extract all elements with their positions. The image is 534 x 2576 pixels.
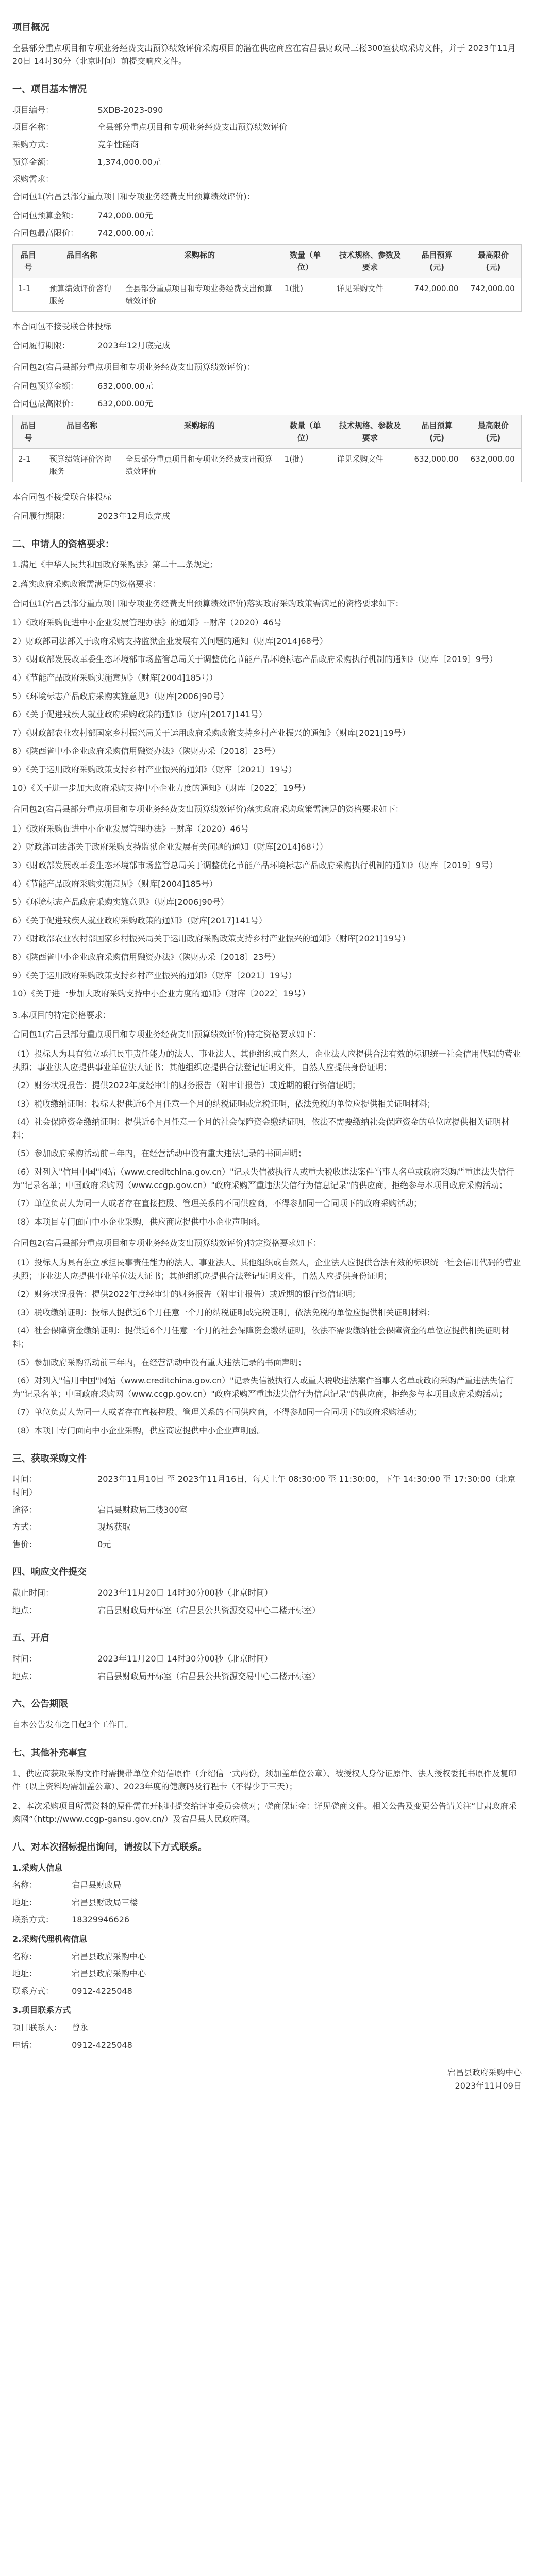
lot1-th-max: 最高限价(元) <box>465 244 521 278</box>
list-item: 3）《财政部发展改革委生态环境部市场监管总局关于调整优化节能产品环境标志产品政府采购执行机制的通知》（财库〔2019〕9号） <box>12 654 498 665</box>
method-label: 采购方式： <box>12 139 54 149</box>
opening-time-row <box>12 1652 522 1666</box>
obtain-place-value: 宕昌县财政局三楼300室 <box>97 1504 188 1515</box>
agency-name-row <box>12 1950 522 1963</box>
lot2-th-item-no: 品目号 <box>13 415 44 448</box>
obtain-time-row <box>12 1472 522 1499</box>
lot2-cell-qty: 1(批) <box>279 448 331 482</box>
req-1: 1.满足《中华人民共和国政府采购法》第二十二条规定; <box>12 560 213 570</box>
req-2-title: 2.落实政府采购政策需满足的资格要求： <box>12 579 161 589</box>
project-name-value: 全县部分重点项目和专项业务经费支出预算绩效评价 <box>97 122 288 132</box>
lot1-block <box>12 190 522 352</box>
specific-list-lot1 <box>12 1047 522 1229</box>
list-item: （4）社会保障资金缴纳证明：提供近6个月任意一个月的社会保障资金缴纳证明，依法不需要缴纳社会保障资金的单位应提供相关证明材料； <box>12 1326 510 1349</box>
buyer-title: 1.采购人信息 <box>12 1862 63 1873</box>
agency-phone-row <box>12 1985 522 1998</box>
lot2-cell-target: 全县部分重点项目和专项业务经费支出预算绩效评价 <box>120 448 279 482</box>
lot1-max-row <box>12 227 522 240</box>
lot1-cell-target: 全县部分重点项目和专项业务经费支出预算绩效评价 <box>120 278 279 311</box>
lot2-budget-value: 632,000.00元 <box>97 381 153 392</box>
list-item: （6）对列入"信用中国"网站（www.creditchina.gov.cn）"记录失信被执行人或重大税收违法案件当事人名单或政府采购严重违法失信行为"记录名单；中国政府采购网（www.ccgp.gov.cn）"政府采购严重违法失信行为信息记录"的供应商，拒绝参与本项目政府采购活动； <box>12 1167 514 1190</box>
lot1-cell-item-name: 预算绩效评价咨询服务 <box>44 278 120 311</box>
list-item: （2）财务状况报告：提供2022年度经审计的财务报告（附审计报告）或近期的银行资信证明； <box>12 1080 360 1091</box>
submit-deadline-value: 2023年11月20日 14时30分00秒（北京时间） <box>97 1588 273 1598</box>
list-item: 6）《关于促进残疾人就业政府采购政策的通知》（财库[2017]141号） <box>12 915 267 925</box>
req-3-lot1-intro: 合同包1(宕昌县部分重点项目和专项业务经费支出预算绩效评价)特定资格要求如下： <box>12 1029 321 1040</box>
project-person-value: 曾永 <box>72 2023 89 2033</box>
lot1-cell-budget: 742,000.00 <box>409 278 465 311</box>
agency-addr-label: 地址： <box>12 1969 38 1979</box>
other-text-1: 1、供应商获取采购文件时需携带单位介绍信原件（介绍信一式两份，须加盖单位公章）、被授权人身份证原件、法人授权委托书原件及复印件（以上资料均需加盖公章）、2023年度的健康码及行程卡（不得少于三天）； <box>12 1768 517 1792</box>
contact-title: 八、对本次招标提出询问，请按以下方式联系。 <box>12 1841 207 1853</box>
lot2-header-row <box>13 415 522 448</box>
list-item: 8）《陕西省中小企业政府采购信用融资办法》（陕财办采〔2018〕23号） <box>12 746 280 756</box>
lot1-header-row <box>13 244 522 278</box>
lot2-cell-spec: 详见采购文件 <box>331 448 409 482</box>
lot1-th-item-no: 品目号 <box>13 244 44 278</box>
lot2-max-row <box>12 397 522 411</box>
list-item: （3）税收缴纳证明：投标人提供近6个月任意一个月的纳税证明或完税证明，依法免税的单位应提供相关证明材料； <box>12 1307 436 1317</box>
lot1-budget-label: 合同包预算金额： <box>12 211 79 221</box>
lot2-cell-budget: 632,000.00 <box>409 448 465 482</box>
opening-place-row <box>12 1670 522 1683</box>
lot1-budget-value: 742,000.00元 <box>97 211 153 221</box>
lot1-th-budget: 品目预算(元) <box>409 244 465 278</box>
lot1-cell-qty: 1(批) <box>279 278 331 311</box>
project-contact-title: 3.项目联系方式 <box>12 2005 71 2015</box>
contact-section <box>12 1840 522 2052</box>
lot2-cell-max: 632,000.00 <box>465 448 521 482</box>
list-item: 9）《关于运用政府采购政策支持乡村产业振兴的通知》（财库〔2021〕19号） <box>12 970 297 980</box>
list-item: 4）《节能产品政府采购实施意见》（财库[2004]185号） <box>12 878 218 889</box>
project-person-row <box>12 2021 522 2035</box>
list-item: （5）参加政府采购活动前三年内，在经营活动中没有重大违法记录的书面声明； <box>12 1148 307 1159</box>
project-person-label: 项目联系人： <box>12 2023 62 2033</box>
opening-section <box>12 1631 522 1683</box>
lot2-max-value: 632,000.00元 <box>97 398 153 409</box>
lot2-cell-item-name: 预算绩效评价咨询服务 <box>44 448 120 482</box>
list-item: 2）财政部司法部关于政府采购支持监狱企业发展有关问题的通知（财库[2014]68号） <box>12 842 328 852</box>
project-no-value: SXDB-2023-090 <box>97 105 163 115</box>
list-item: （8）本项目专门面向中小企业采购，供应商应提供中小企业声明函。 <box>12 1216 265 1227</box>
lot2-th-item-name: 品目名称 <box>44 415 120 448</box>
project-name-label: 项目名称： <box>12 122 54 132</box>
project-name-row <box>12 121 522 134</box>
lot1-max-label: 合同包最高限价： <box>12 228 79 238</box>
list-item: 7）《财政部农业农村部国家乡村振兴局关于运用政府采购政策支持乡村产业振兴的通知》（财库[2021]19号） <box>12 934 410 944</box>
list-item: （8）本项目专门面向中小企业采购，供应商应提供中小企业声明函。 <box>12 1425 265 1435</box>
buyer-phone-label: 联系方式： <box>12 1914 54 1925</box>
lot2-th-budget: 品目预算(元) <box>409 415 465 448</box>
lot2-period-label: 合同履行期限： <box>12 511 71 521</box>
opening-place-label: 地点： <box>12 1671 38 1681</box>
req-3-title: 3.本项目的特定资格要求： <box>12 1010 111 1020</box>
method-row <box>12 138 522 151</box>
submit-deadline-label: 截止时间： <box>12 1588 54 1598</box>
agency-addr-value: 宕昌县政府采购中心 <box>72 1969 146 1979</box>
agency-addr-row <box>12 1967 522 1980</box>
opening-place-value: 宕昌县财政局开标室（宕昌县公共资源交易中心二楼开标室） <box>97 1671 321 1681</box>
notice-period-title: 六、公告期限 <box>12 1699 68 1710</box>
list-item: （7）单位负责人为同一人或者存在直接控股、管理关系的不同供应商，不得参加同一合同项下的政府采购活动； <box>12 1198 422 1209</box>
method-value: 竞争性磋商 <box>97 139 139 149</box>
submit-section <box>12 1565 522 1617</box>
lot2-cell-item-no: 2-1 <box>13 448 44 482</box>
lot1-joint: 本合同包不接受联合体投标 <box>12 321 112 331</box>
obtain-time-value: 2023年11月10日 至 2023年11月16日，每天上午 08:30:00 至 11:30:00，下午 14:30:00 至 17:30:00（北京时间） <box>12 1474 516 1497</box>
agency-name-value: 宕昌县政府采购中心 <box>72 1951 146 1961</box>
table-row <box>13 278 522 311</box>
list-item: 5）《环境标志产品政府采购实施意见》（财库[2006]90号） <box>12 691 229 701</box>
budget-label: 预算金额： <box>12 157 54 167</box>
overview-text: 全县部分重点项目和专项业务经费支出预算绩效评价采购项目的潜在供应商应在宕昌县财政局三楼300室获取采购文件，并于 2023年11月20日 14时30分（北京时间）前提交响应文件。 <box>12 43 516 66</box>
agency-phone-value: 0912-4225048 <box>72 1986 132 1996</box>
obtain-time-label: 时间： <box>12 1474 38 1484</box>
submit-place-label: 地点： <box>12 1605 38 1615</box>
submit-deadline-row <box>12 1586 522 1600</box>
submit-place-row <box>12 1604 522 1617</box>
list-item: （2）财务状况报告：提供2022年度经审计的财务报告（附审计报告）或近期的银行资信证明； <box>12 1289 360 1299</box>
buyer-phone-value: 18329946626 <box>72 1914 130 1925</box>
lot2-th-qty: 数量（单位） <box>279 415 331 448</box>
agency-phone-label: 联系方式： <box>12 1986 54 1996</box>
obtain-mode-row <box>12 1520 522 1534</box>
buyer-addr-value: 宕昌县财政局三楼 <box>72 1897 138 1907</box>
requirements-label: 采购需求： <box>12 174 54 184</box>
project-phone-label: 电话： <box>12 2040 38 2050</box>
lot1-budget-row <box>12 209 522 223</box>
lot2-th-target: 采购标的 <box>120 415 279 448</box>
overview-title: 项目概况 <box>12 22 49 33</box>
lot2-period-row <box>12 510 522 523</box>
policy-list-lot1 <box>12 616 522 794</box>
obtain-title: 三、获取采购文件 <box>12 1453 87 1464</box>
list-item: （5）参加政府采购活动前三年内，在经营活动中没有重大违法记录的书面声明； <box>12 1357 307 1367</box>
agency-title: 2.采购代理机构信息 <box>12 1934 88 1944</box>
overview-section <box>12 21 522 68</box>
list-item: 9）《关于运用政府采购政策支持乡村产业振兴的通知》（财库〔2021〕19号） <box>12 765 297 775</box>
signature-org: 宕昌县政府采购中心 <box>447 2067 522 2078</box>
list-item: （7）单位负责人为同一人或者存在直接控股、管理关系的不同供应商，不得参加同一合同项下的政府采购活动； <box>12 1407 422 1417</box>
lot2-joint: 本合同包不接受联合体投标 <box>12 492 112 502</box>
requirements-section <box>12 537 522 1437</box>
lot2-budget-label: 合同包预算金额： <box>12 381 79 392</box>
list-item: （3）税收缴纳证明：投标人提供近6个月任意一个月的纳税证明或完税证明，依法免税的单位应提供相关证明材料； <box>12 1098 436 1109</box>
lot2-block <box>12 361 522 523</box>
list-item: 1）《政府采购促进中小企业发展管理办法》的通知》--财库（2020）46号 <box>12 618 282 628</box>
buyer-phone-row <box>12 1913 522 1926</box>
requirements-title: 二、申请人的资格要求： <box>12 538 114 550</box>
specific-list-lot2 <box>12 1256 522 1437</box>
list-item: （1）投标人为具有独立承担民事责任能力的法人、事业法人、其他组织或自然人，企业法人应提供合法有效的标识统一社会信用代码的营业执照；事业法人应提供事业单位法人证书；其他组织应提供合法登记证明文件，自然人应提供身份证明； <box>12 1258 521 1281</box>
submit-title: 四、响应文件提交 <box>12 1567 87 1578</box>
list-item: 5）《环境标志产品政府采购实施意见》（财库[2006]90号） <box>12 897 229 907</box>
lot1-cell-item-no: 1-1 <box>13 278 44 311</box>
list-item: 7）《财政部农业农村部国家乡村振兴局关于运用政府采购政策支持乡村产业振兴的通知》（财库[2021]19号） <box>12 727 410 738</box>
opening-time-value: 2023年11月20日 14时30分00秒（北京时间） <box>97 1654 273 1664</box>
req-2-lot2-intro: 合同包2(宕昌县部分重点项目和专项业务经费支出预算绩效评价)落实政府采购政策需满足的资格要求如下： <box>12 804 404 815</box>
list-item: 10）《关于进一步加大政府采购支持中小企业力度的通知》（财库〔2022〕19号） <box>12 989 310 999</box>
project-phone-row <box>12 2039 522 2052</box>
policy-list-lot2 <box>12 822 522 1001</box>
basic-section <box>12 82 522 523</box>
obtain-place-row <box>12 1503 522 1517</box>
budget-value: 1,374,000.00元 <box>97 157 161 167</box>
project-no-label: 项目编号： <box>12 105 54 115</box>
list-item: 3）《财政部发展改革委生态环境部市场监管总局关于调整优化节能产品环境标志产品政府采购执行机制的通知》（财库〔2019〕9号） <box>12 860 498 870</box>
obtain-price-label: 售价： <box>12 1539 38 1549</box>
signature-section <box>12 2066 522 2092</box>
lot2-th-spec: 技术规格、参数及要求 <box>331 415 409 448</box>
other-section <box>12 1746 522 1826</box>
submit-place-value: 宕昌县财政局开标室（宕昌县公共资源交易中心二楼开标室） <box>97 1605 321 1615</box>
obtain-place-label: 途径： <box>12 1504 38 1515</box>
lot1-table <box>12 244 522 312</box>
opening-title: 五、开启 <box>12 1633 49 1644</box>
notice-period-text: 自本公告发布之日起3个工作日。 <box>12 1720 134 1730</box>
obtain-mode-value: 现场获取 <box>97 1522 131 1532</box>
lot1-max-value: 742,000.00元 <box>97 228 153 238</box>
obtain-section <box>12 1452 522 1551</box>
lot1-th-item-name: 品目名称 <box>44 244 120 278</box>
buyer-name-row <box>12 1878 522 1892</box>
buyer-addr-label: 地址： <box>12 1897 38 1907</box>
lot1-period-row <box>12 339 522 352</box>
lot1-period-label: 合同履行期限： <box>12 341 71 351</box>
lot2-max-label: 合同包最高限价： <box>12 398 79 409</box>
lot2-budget-row <box>12 380 522 393</box>
obtain-price-value: 0元 <box>97 1539 111 1549</box>
lot1-cell-spec: 详见采购文件 <box>331 278 409 311</box>
opening-time-label: 时间： <box>12 1654 38 1664</box>
lot2-table <box>12 415 522 482</box>
lot1-cell-max: 742,000.00 <box>465 278 521 311</box>
lot2-intro: 合同包2(宕昌县部分重点项目和专项业务经费支出预算绩效评价)： <box>12 362 255 372</box>
lot1-th-target: 采购标的 <box>120 244 279 278</box>
lot1-intro: 合同包1(宕昌县部分重点项目和专项业务经费支出预算绩效评价)： <box>12 191 255 201</box>
basic-title: 一、项目基本情况 <box>12 83 87 95</box>
list-item: 2）财政部司法部关于政府采购支持监狱企业发展有关问题的通知（财库[2014]68号） <box>12 636 328 646</box>
list-item: 8）《陕西省中小企业政府采购信用融资办法》（陕财办采〔2018〕23号） <box>12 952 280 962</box>
list-item: 4）《节能产品政府采购实施意见》（财库[2004]185号） <box>12 673 218 683</box>
other-text-2: 2、本次采购项目所需资料的原件需在开标时提交给评审委员会核对；磋商保证金：详见磋商文件。相关公告及变更公告请关注“甘肃政府采购网”（http://www.ccgp-gansu.gov.cn/）及宕昌县人民政府网。 <box>12 1801 517 1824</box>
buyer-addr-row <box>12 1896 522 1909</box>
lot2-th-max: 最高限价(元) <box>465 415 521 448</box>
obtain-price-row <box>12 1538 522 1551</box>
req-3-lot2-intro: 合同包2(宕昌县部分重点项目和专项业务经费支出预算绩效评价)特定资格要求如下： <box>12 1238 321 1248</box>
req-2-lot1-intro: 合同包1(宕昌县部分重点项目和专项业务经费支出预算绩效评价)落实政府采购政策需满足的资格要求如下： <box>12 598 404 608</box>
list-item: 1）《政府采购促进中小企业发展管理办法》--财库（2020）46号 <box>12 823 249 834</box>
project-phone-value: 0912-4225048 <box>72 2040 132 2050</box>
list-item: 10）《关于进一步加大政府采购支持中小企业力度的通知》（财库〔2022〕19号） <box>12 783 310 793</box>
list-item: 6）《关于促进残疾人就业政府采购政策的通知》（财库[2017]141号） <box>12 709 267 720</box>
project-no-row <box>12 104 522 117</box>
budget-row <box>12 156 522 169</box>
signature-date: 2023年11月09日 <box>455 2080 522 2091</box>
agency-name-label: 名称： <box>12 1951 38 1961</box>
other-title: 七、其他补充事宜 <box>12 1747 87 1758</box>
buyer-name-value: 宕昌县财政局 <box>72 1880 122 1890</box>
list-item: （4）社会保障资金缴纳证明：提供近6个月任意一个月的社会保障资金缴纳证明，依法不需要缴纳社会保障资金的单位应提供相关证明材料； <box>12 1117 510 1140</box>
lot1-period-value: 2023年12月底完成 <box>97 341 171 351</box>
buyer-name-label: 名称： <box>12 1880 38 1890</box>
notice-period-section <box>12 1697 522 1731</box>
lot1-th-qty: 数量（单位） <box>279 244 331 278</box>
lot2-period-value: 2023年12月底完成 <box>97 511 171 521</box>
list-item: （6）对列入"信用中国"网站（www.creditchina.gov.cn）"记录失信被执行人或重大税收违法案件当事人名单或政府采购严重违法失信行为"记录名单；中国政府采购网（www.ccgp.gov.cn）"政府采购严重违法失信行为信息记录"的供应商，拒绝参与本项目政府采购活动； <box>12 1376 514 1399</box>
list-item: （1）投标人为具有独立承担民事责任能力的法人、事业法人、其他组织或自然人，企业法人应提供合法有效的标识统一社会信用代码的营业执照；事业法人应提供事业单位法人证书；其他组织应提供合法登记证明文件，自然人应提供身份证明； <box>12 1048 521 1072</box>
table-row <box>13 448 522 482</box>
obtain-mode-label: 方式： <box>12 1522 38 1532</box>
lot1-th-spec: 技术规格、参数及要求 <box>331 244 409 278</box>
